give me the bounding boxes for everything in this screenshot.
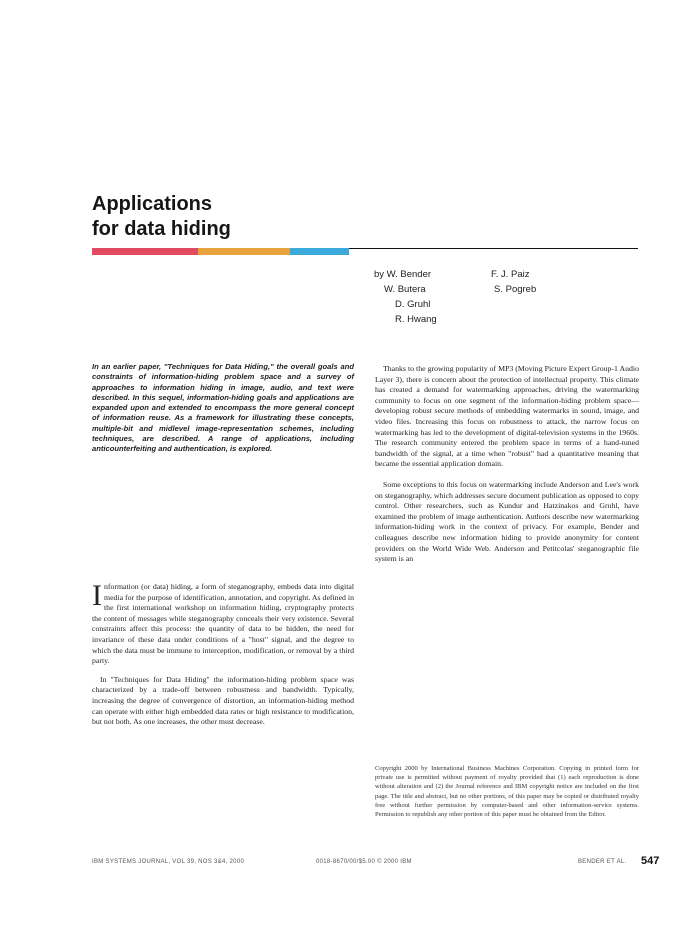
title-rule	[349, 248, 638, 249]
author-name: by W. Bender	[374, 269, 432, 280]
body-paragraph	[92, 579, 354, 667]
title-color-bar	[92, 248, 638, 255]
article-title	[92, 192, 231, 242]
color-bar-blue	[290, 248, 349, 255]
author-name: W. Butera	[384, 284, 426, 295]
author-name: R. Hwang	[395, 314, 437, 325]
author-name: D. Gruhl	[395, 299, 431, 310]
body-paragraph: In "Techniques for Data Hiding" the information-hiding problem space was characterized by a trade-off between robustness and bandwidth. Typically, increasing the degree of convergence of distortion, an information-hiding method can operate with either high embedded data rates or high resistance to modification, but not both. As one increases, the other must decrease.	[92, 674, 354, 727]
author-list-right	[491, 267, 536, 297]
right-column	[375, 364, 639, 573]
body-paragraph: Thanks to the growing popularity of MP3 (Moving Picture Expert Group-1 Audio Layer 3), there is concern about the protection of intellectual property. This climate has created a demand for watermarking approaches, driving the watermarking community to focus on one segment of the information-hiding problem space—developing robust secure methods of embedding watermarks in sound, image, and video files. Increasing this focus on robustness to attack, the narrow focus on watermarking has led to the development of digital-television systems in the 1960s. The research community entered the problem space in terms of a hand-tuned bandwidth of the signal, at a time when "robust" had a quantitative meaning that became the essential application domain.	[375, 364, 639, 469]
footer-authors: BENDER ET AL.	[578, 859, 627, 865]
title-line-2: for data hiding	[92, 218, 231, 240]
copyright-notice: Copyright 2000 by International Business Machines Corporation. Copying in printed form for private use is permitted without payment of royalty provided that (1) each reproduction is done without alteration and (2) the Journal reference and IBM copyright notice are included on the first page. The title and abstract, but no other portions, of this paper may be copied or distributed royalty free without further permission by computer-based and other information-service systems. Permission to republish any other portion of this paper must be obtained from the Editor.	[375, 765, 639, 819]
drop-cap: I	[92, 579, 102, 612]
color-bar-orange	[198, 248, 290, 255]
body-paragraph: Some exceptions to this focus on watermarking include Anderson and Lee's work on steganography, which addresses secure document publication as opposed to copy control. Other researchers, such as Kundur and Hatzinakos and Gruhl, have examined the problem of image authentication. Authors describe new watermarking information-hiding work in the context of privacy. For example, Bender and colleagues describe new information hiding to provide anonymity for content providers on the World Wide Web. Anderson and Petitcolas' steganographic file system is an	[375, 479, 639, 564]
paragraph-text: nformation (or data) hiding, a form of steganography, embeds data into digital media for the purpose of identification, annotation, and copyright. As defined in the first international workshop on information hiding, cryptography protects the content of messages while steganography conceals their very existence. Several constraints affect this process: the quantity of data to be hidden, the need for invariance of these data under conditions of a "host" signal, and the degree to which the data must be immune to interception, modification, or removal by a third party.	[92, 582, 354, 666]
footer-journal: IBM SYSTEMS JOURNAL, VOL 39, NOS 3&4, 2000	[92, 859, 245, 865]
footer-issn: 0018-8670/00/$5.00 © 2000 IBM	[316, 859, 412, 865]
color-bar-red	[92, 248, 198, 255]
author-name: S. Pogreb	[494, 284, 537, 295]
title-line-1: Applications	[92, 193, 213, 215]
author-name: F. J. Paiz	[491, 269, 530, 280]
page-number: 547	[641, 855, 660, 867]
left-column	[92, 579, 354, 736]
abstract: In an earlier paper, "Techniques for Data Hiding," the overall goals and constraints of information-hiding problem space and a survey of approaches to information hiding in image, audio, and text were described. In this sequel, information-hiding goals and applications are expanded upon and extended to encompass the more general concept of information reuse. As a framework for illustrating these concepts, multiple-bit and midlevel image-representation schemes, including techniques, are described. A range of applications, including anticounterfeiting and authentication, is explored.	[92, 362, 354, 454]
author-list-left	[374, 267, 437, 327]
